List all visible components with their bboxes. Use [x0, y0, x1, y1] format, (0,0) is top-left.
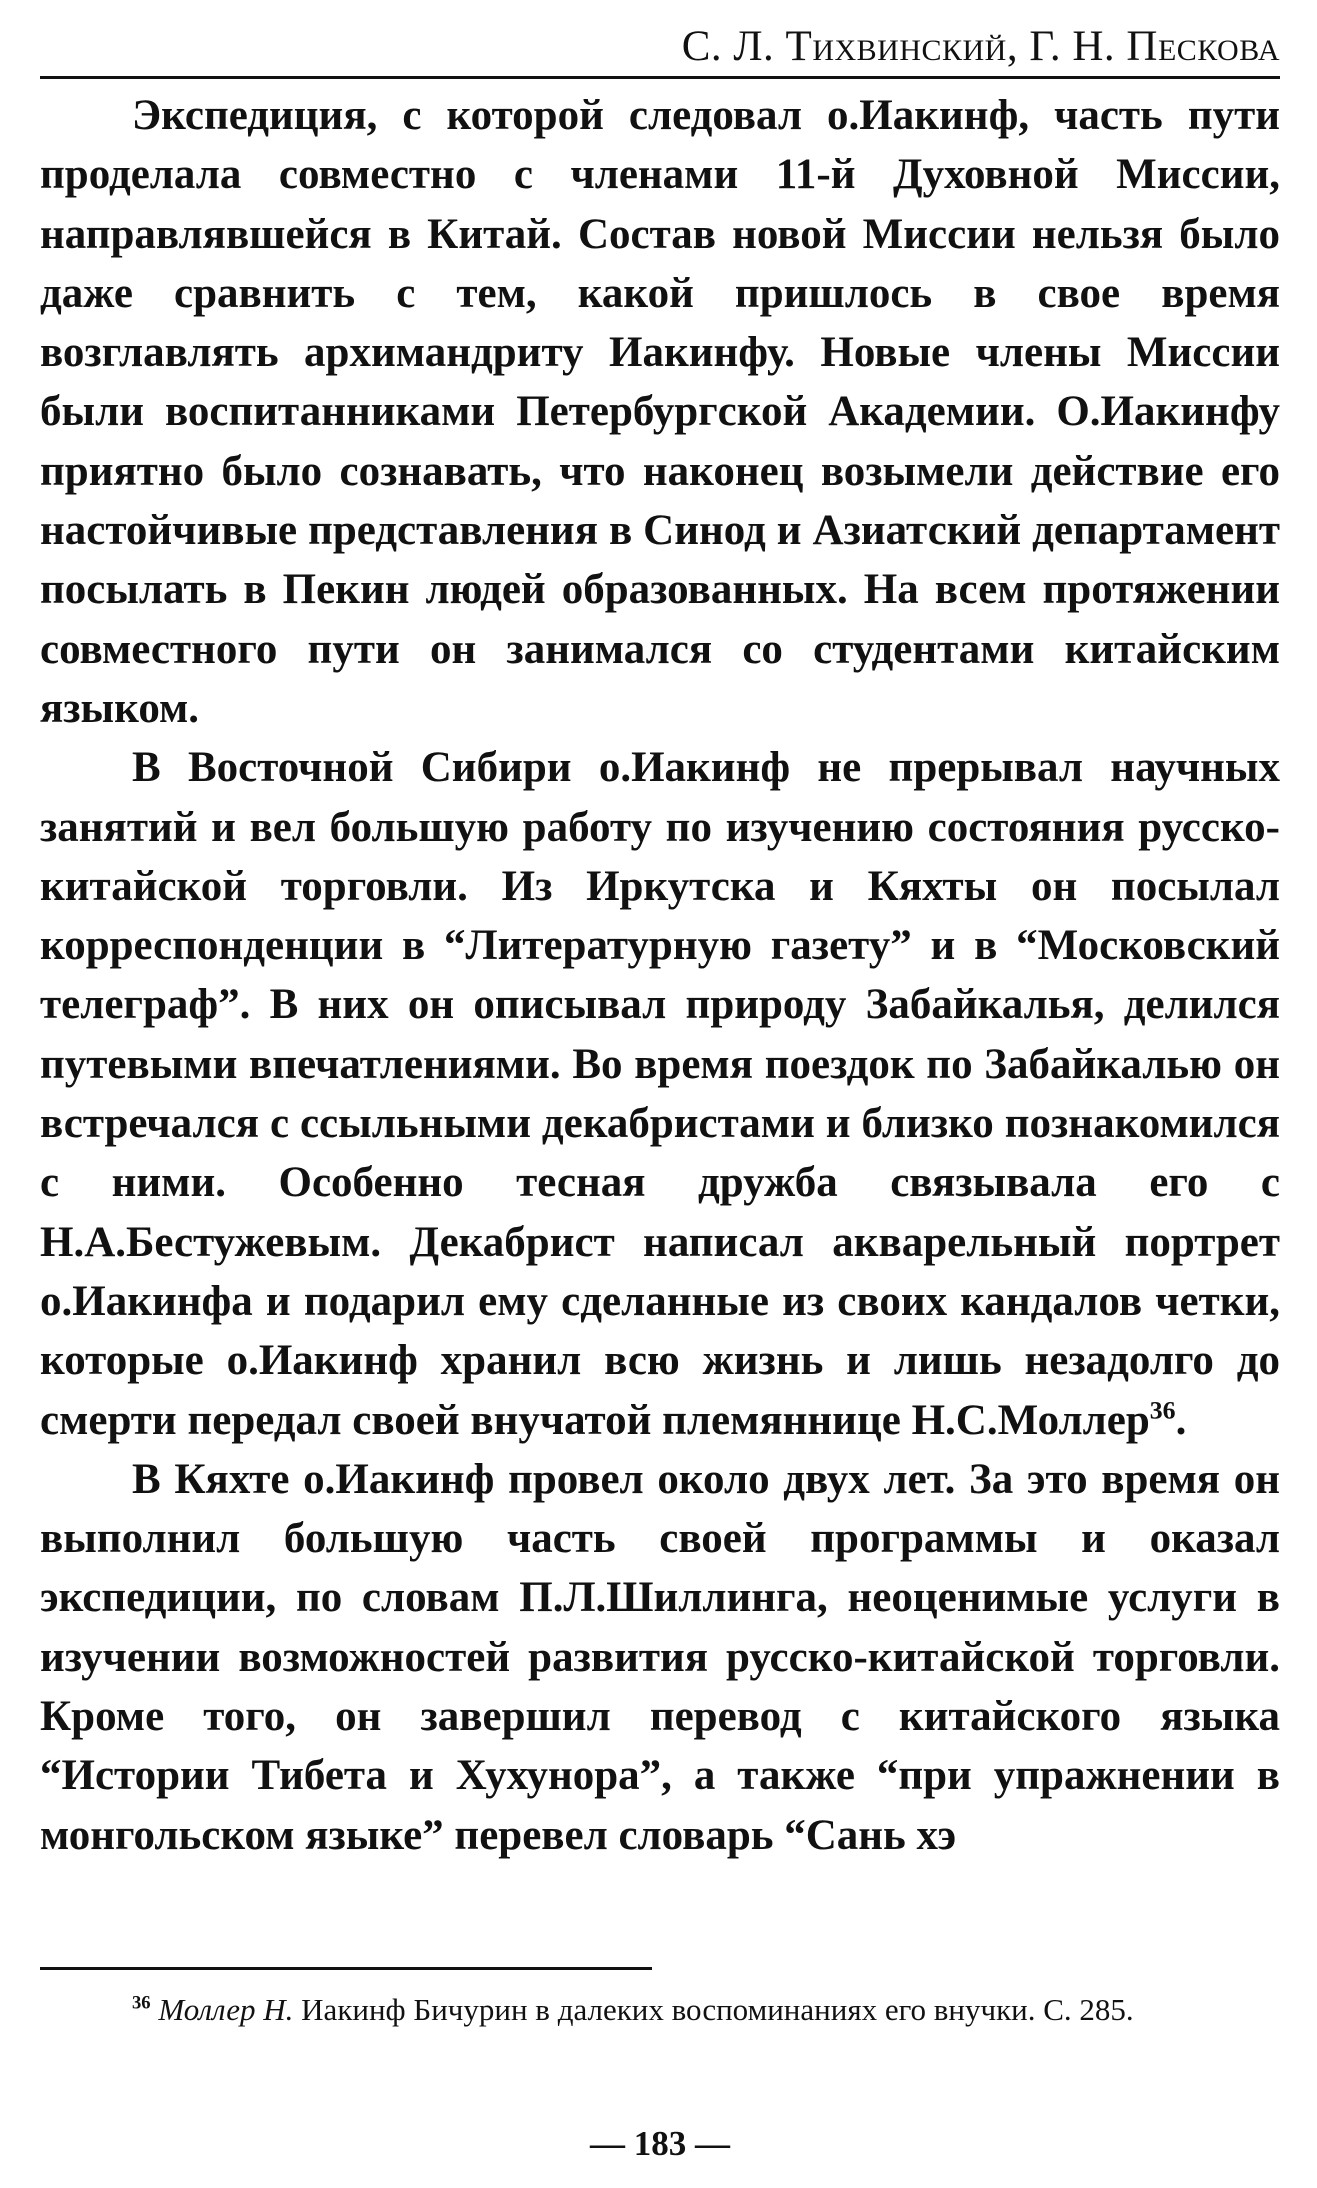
book-page	[40, 0, 1280, 2188]
footnote-text: Иакинф Бичурин в далеких воспоминаниях его внучки. С. 285.	[301, 1992, 1134, 2027]
paragraph-3: В Кяхте о.Иакинф провел около двух лет. За это время он выполнил большую часть своей программы и оказал экспедиции, по словам П.Л.Шиллинга, неоценимые услуги в изучении возможностей развития русско-китайской торговли. Кроме того, он завершил перевод с китайского языка “Истории Тибета и Хухунора”, а также “при упражнении в монгольском языке” перевел словарь “Сань хэ	[40, 1455, 1280, 1859]
page-number: — 183 —	[590, 2124, 730, 2163]
running-head: С. Л. Тихвинский, Г. Н. Пескова	[681, 23, 1280, 70]
paragraph-2-text: В Восточной Сибири о.Иакинф не прерывал научных занятий и вел большую работу по изучению состояния русско-китайской торговли. Из Иркутска и Кяхты он посылал корреспонденции в “Литературную газету” и в “Московский телеграф”. В них он описывал природу Забайкалья, делился путевыми впечатлениями. Во время поездок по Забайкалью он встречался с ссыльными декабристами и близко познакомился с ними. Особенно тесная дружба связывала его с Н.А.Бестужевым. Декабрист написал акварельный портрет о.Иакинфа и подарил ему сделанные из своих кандалов четки, которые о.Иакинф хранил всю жизнь и лишь незадолго до смерти передал своей внучатой племяннице Н.С.Моллер	[40, 744, 1280, 1444]
paragraph-2-tail: .	[1175, 1396, 1187, 1444]
paragraph-1: Экспедиция, с которой следовал о.Иакинф, часть пути проделала совместно с членами 11-й Духовной Миссии, направлявшейся в Китай. Состав новой Миссии нельзя было даже сравнить с тем, какой пришлось в свое время возглавлять архимандриту Иакинфу. Новые члены Миссии были воспитанниками Петербургской Академии. О.Иакинфу приятно было сознавать, что наконец возымели действие его настойчивые представления в Синод и Азиатский департамент посылать в Пекин людей образованных. На всем протяжении совместного пути он занимался со студентами китайским языком.	[40, 92, 1280, 732]
footnote-rule	[40, 1967, 652, 1970]
footnote-number: 36	[132, 1992, 151, 2014]
footnote-reference-36[interactable]: 36	[1149, 1395, 1176, 1425]
header-rule	[40, 76, 1280, 79]
footnote-author: Моллер Н.	[158, 1992, 294, 2027]
main-text	[40, 86, 1280, 1865]
footnote	[40, 1988, 1280, 2032]
paragraph-2	[40, 738, 1280, 1450]
